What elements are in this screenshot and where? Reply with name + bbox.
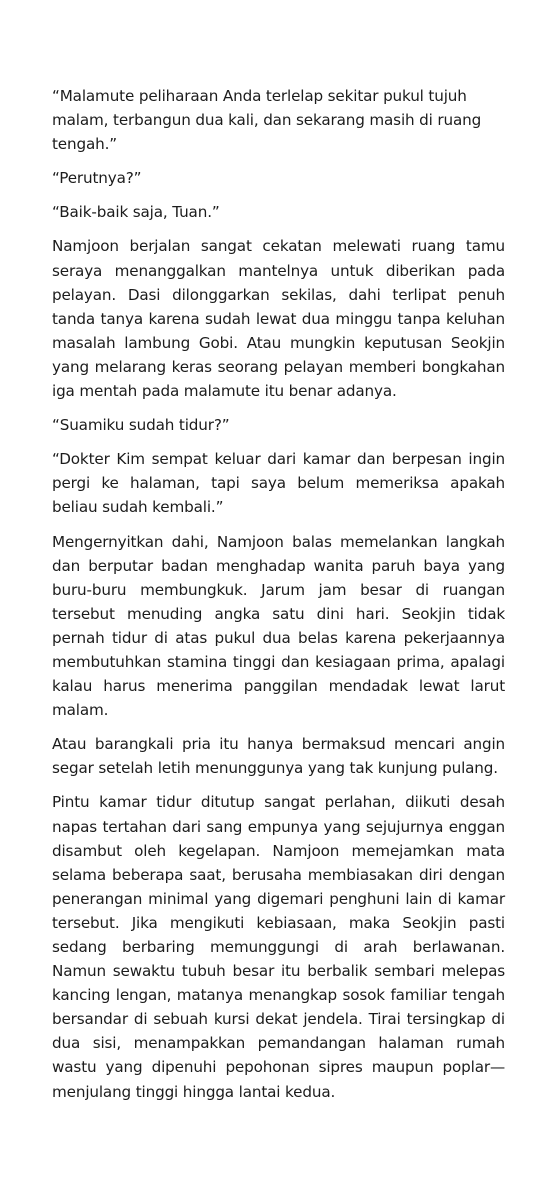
paragraph-narrative: Namjoon berjalan sangat cekatan melewati ruang tamu seraya menanggalkan mantelnya untuk diberikan pada pelayan. Dasi dilonggarkan sekilas, dahi terlipat penuh tanda tanya karena sudah lewat dua minggu tanpa keluhan masalah lambung Gobi. Atau mungkin keputusan Seokjin yang melarang keras seorang pelayan memberi bongkahan iga mentah pada malamute itu benar adanya. xyxy=(52,237,505,401)
paragraph-dialogue: “Dokter Kim sempat keluar dari kamar dan berpesan ingin pergi ke halaman, tapi saya belum memeriksa apakah beliau sudah kembali.” xyxy=(52,450,505,517)
paragraph-dialogue: “Baik-baik saja, Tuan.” xyxy=(52,203,220,222)
story-text xyxy=(52,84,505,1114)
paragraph-narrative: Mengernyitkan dahi, Namjoon balas memelankan langkah dan berputar badan menghadap wanita paruh baya yang buru-buru membungkuk. Jarum jam besar di ruangan tersebut menuding angka satu dini hari. Seokjin tidak pernah tidur di atas pukul dua belas karena pekerjaannya membutuhkan stamina tinggi dan kesiagaan prima, apalagi kalau harus menerima panggilan mendadak lewat larut malam. xyxy=(52,532,505,720)
paragraph-dialogue: “Perutnya?” xyxy=(52,169,142,188)
paragraph-narrative: Atau barangkali pria itu hanya bermaksud mencari angin segar setelah letih menunggunya yang tak kunjung pulang. xyxy=(52,735,505,778)
paragraph-dialogue: “Suamiku sudah tidur?” xyxy=(52,416,230,435)
paragraph-narrative: Pintu kamar tidur ditutup sangat perlahan, diikuti desah napas tertahan dari sang empunya yang sejujurnya enggan disambut oleh kegelapan. Namjoon memejamkan mata selama beberapa saat, berusaha membiasakan diri dengan penerangan minimal yang digemari penghuni lain di kamar tersebut. Jika mengikuti kebiasaan, maka Seokjin pasti sedang berbaring memunggungi di arah berlawanan. Namun sewaktu tubuh besar itu berbalik sembari melepas kancing lengan, matanya menangkap sosok familiar tengah bersandar di sebuah kursi dekat jendela. Tirai tersingkap di dua sisi, menampakkan pemandangan halaman rumah wastu yang dipenuhi pepohonan sipres maupun poplar—menjulang tinggi hingga lantai kedua. xyxy=(52,793,505,1101)
paragraph-dialogue: “Malamute peliharaan Anda terlelap sekitar pukul tujuh malam, terbangun dua kali, dan sekarang masih di ruang tengah.” xyxy=(52,87,482,154)
